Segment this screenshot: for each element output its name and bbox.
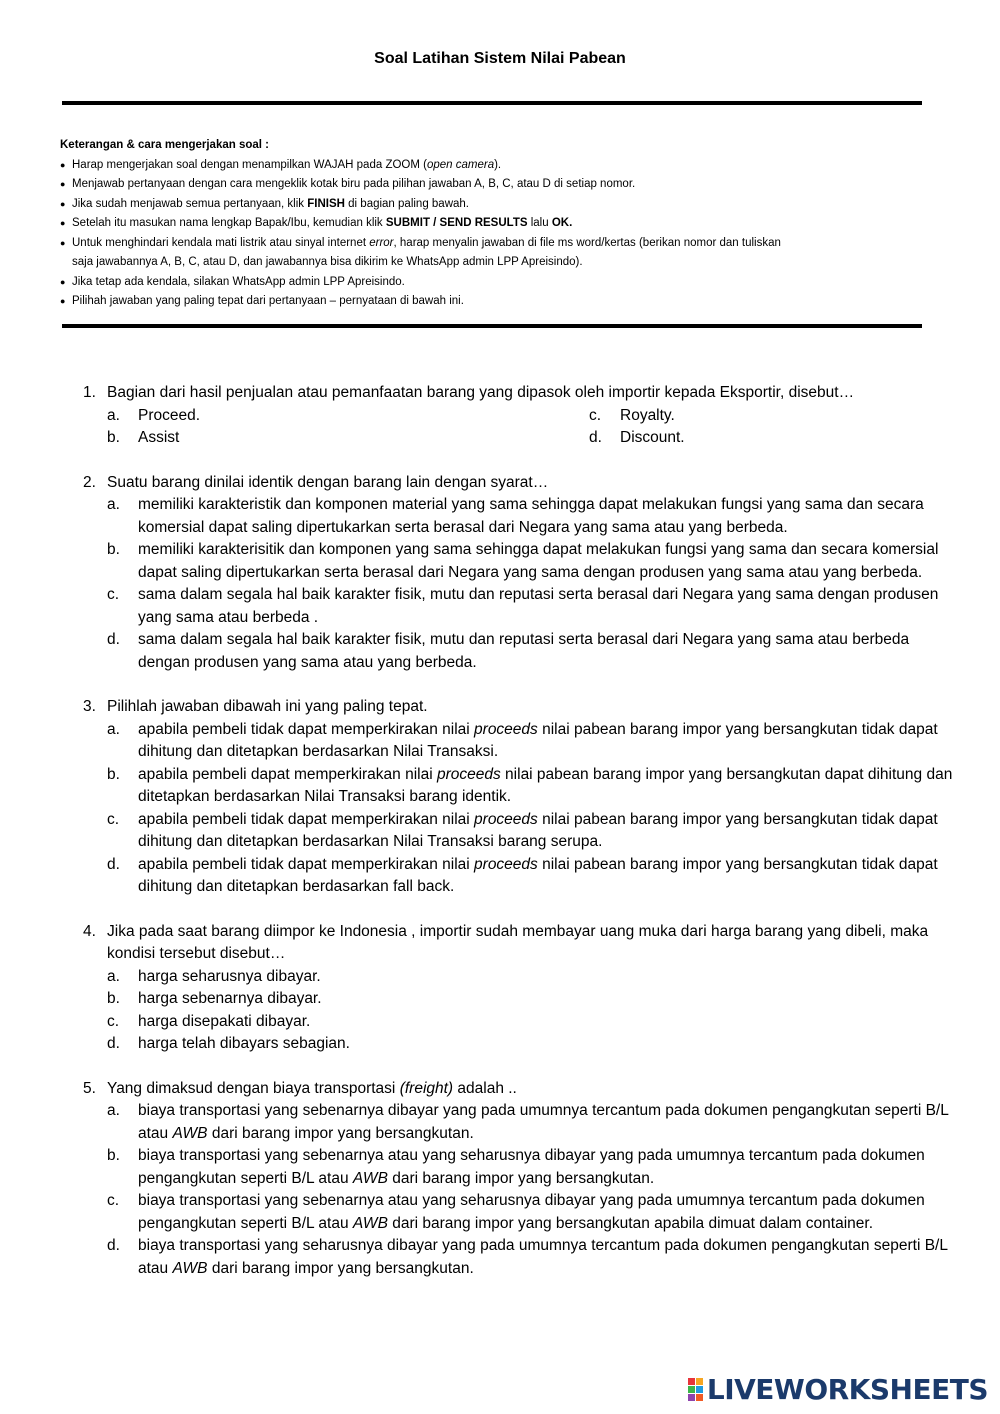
option-letter: b. (107, 429, 120, 446)
option-text: Assist (138, 429, 180, 446)
logo-block (696, 1386, 703, 1393)
option-a[interactable] (107, 719, 958, 764)
option-c[interactable] (107, 1190, 958, 1235)
option-letter: d. (107, 1237, 120, 1254)
option-text: dari barang impor yang bersangkutan. (207, 1259, 474, 1277)
instruction-text: Jika sudah menjawab semua pertanyaan, klik (72, 197, 308, 210)
instruction-text: saja jawabannya A, B, C, atau D, dan jawabannya bisa dikirim ke WhatsApp admin LPP Apreisindo). (72, 256, 583, 268)
instruction-text: Menjawab pertanyaan dengan cara mengeklik kotak biru pada pilihan jawaban A, B, C, atau D di setiap nomor. (72, 178, 636, 190)
option-letter: c. (589, 406, 602, 424)
bullet-icon: ● (60, 296, 66, 306)
bullet-icon: ● (60, 198, 66, 209)
option-text: apabila pembeli tidak dapat memperkirakan nilai (138, 855, 475, 873)
instruction-emphasis: error (369, 236, 394, 249)
option-emphasis: AWB (352, 1169, 388, 1187)
option-letter: b. (107, 765, 120, 783)
option-d[interactable] (107, 854, 958, 899)
question-4 (83, 921, 958, 1056)
option-emphasis: AWB (172, 1259, 208, 1277)
instructions-list (60, 156, 950, 312)
option-text: harga telah dibayars sebagian. (138, 1035, 350, 1052)
question-list (83, 382, 958, 1302)
bullet-icon: ● (60, 159, 66, 170)
option-text: harga disepakati dibayar. (138, 1012, 311, 1030)
option-c[interactable] (107, 809, 958, 854)
option-letter: d. (107, 631, 120, 648)
instruction-text: Jika tetap ada kendala, silakan WhatsApp admin LPP Apreisindo. (72, 275, 405, 288)
bullet-icon: ● (60, 218, 66, 228)
option-d[interactable] (107, 1033, 958, 1056)
option-text: nilai pabean barang impor yang bersangkutan tidak dapat dihitung dan ditetapkan berdasarkan Nilai Transaksi barang serupa. (138, 810, 938, 850)
option-text: harga sebenarnya dibayar. (138, 990, 322, 1007)
option-letter: b. (107, 1147, 120, 1164)
option-letter: c. (107, 1012, 120, 1030)
bottom-divider (62, 324, 922, 328)
option-text: Discount. (620, 429, 685, 446)
option-emphasis: proceeds (474, 720, 538, 738)
option-a[interactable] (107, 1100, 958, 1145)
bullet-icon: ● (60, 179, 66, 189)
logo-text: LIVEWORKSHEETS (706, 1373, 988, 1406)
instruction-text: Pilihah jawaban yang paling tepat dari pertanyaan – pernyataan di bawah ini. (72, 295, 464, 307)
logo-block (696, 1394, 703, 1401)
instruction-text: Harap mengerjakan soal dengan menampilkan WAJAH pada ZOOM ( (72, 158, 427, 171)
option-c[interactable] (107, 1011, 958, 1034)
option-letter: c. (107, 810, 120, 828)
option-letter: b. (107, 541, 120, 558)
option-c[interactable] (589, 405, 958, 428)
instruction-text: Setelah itu masukan nama lengkap Bapak/Ibu, kemudian klik (72, 217, 386, 229)
option-b[interactable] (107, 1145, 958, 1190)
option-text: sama dalam segala hal baik karakter fisik, mutu dan reputasi serta berasal dari Negara yang sama dengan produsen yang sama atau berbeda . (138, 586, 939, 626)
option-letter: c. (107, 1192, 120, 1209)
top-divider (62, 101, 922, 105)
question-number: 2. (83, 473, 96, 491)
option-text: nilai pabean barang impor yang bersangkutan dapat dihitung dan ditetapkan berdasarkan Nilai Transaksi barang identik. (138, 765, 953, 805)
instruction-text: Untuk menghindari kendala mati listrik atau sinyal internet (72, 236, 370, 249)
question-2 (83, 472, 958, 675)
instruction-text: , harap menyalin jawaban di file ms word/kertas (berikan nomor dan tuliskan (393, 236, 781, 249)
question-number: 1. (83, 384, 96, 401)
option-letter: a. (107, 720, 120, 738)
question-3 (83, 696, 958, 899)
option-text: memiliki karakterisitik dan komponen yang sama sehingga dapat melakukan fungsi yang sama dan secara komersial dapat saling dipertukarkan serta berasal dari Negara yang sama dengan produsen yang sama atau yang berbeda. (138, 541, 939, 581)
option-b[interactable] (107, 539, 958, 584)
question-text: Bagian dari hasil penjualan atau pemanfaatan barang yang dipasok oleh importir kepada Eksportir, disebut… (107, 384, 855, 401)
question-text: Pilihlah jawaban dibawah ini yang paling tepat. (107, 698, 428, 715)
question-number: 5. (83, 1079, 96, 1097)
option-letter: c. (107, 586, 120, 603)
option-letter: a. (107, 967, 120, 985)
instruction-item (60, 273, 950, 293)
option-emphasis: AWB (352, 1214, 388, 1232)
option-c[interactable] (107, 584, 958, 629)
liveworksheets-logo (688, 1373, 988, 1406)
option-text: biaya transportasi yang sebenarnya dibayar yang pada umumnya tercantum pada dokumen pengangkutan seperti B/L atau (138, 1102, 949, 1142)
question-emphasis: (freight) (399, 1079, 454, 1097)
instructions-heading: Keterangan & cara mengerjakan soal : (60, 139, 269, 151)
option-a[interactable] (107, 966, 958, 989)
option-text: biaya transportasi yang sebenarnya atau yang seharusnya dibayar yang pada umumnya tercantum pada dokumen pengangkutan seperti B/L atau (138, 1147, 925, 1187)
question-text: adalah .. (453, 1079, 517, 1097)
option-text: dari barang impor yang bersangkutan. (387, 1169, 655, 1187)
document-title: Soal Latihan Sistem Nilai Pabean (374, 50, 626, 67)
option-d[interactable] (589, 427, 958, 450)
instruction-item (60, 292, 950, 312)
instruction-text: di bagian paling bawah. (344, 197, 469, 210)
bullet-icon: ● (60, 276, 66, 287)
logo-block (696, 1378, 703, 1385)
option-text: harga seharusnya dibayar. (138, 967, 321, 985)
option-letter: b. (107, 990, 120, 1007)
option-emphasis: AWB (172, 1124, 208, 1142)
option-letter: a. (107, 496, 120, 513)
question-text: Jika pada saat barang diimpor ke Indonesia , importir sudah membayar uang muka dari harga barang yang dibeli, maka kondisi tersebut disebut… (107, 922, 929, 962)
option-text: nilai pabean barang impor yang bersangkutan tidak dapat dihitung dan ditetapkan berdasarkan Nilai Transaksi. (138, 720, 938, 760)
bullet-icon: ● (60, 237, 66, 248)
instruction-text: ). (494, 158, 502, 171)
question-1 (83, 382, 958, 450)
option-emphasis: proceeds (474, 810, 538, 828)
option-text: memiliki karakteristik dan komponen material yang sama sehingga dapat melakukan fungsi yang sama dan secara komersial dapat saling dipertukarkan serta berasal dari Negara yang sama atau yang berbeda. (138, 496, 924, 536)
option-letter: d. (107, 855, 120, 873)
option-a[interactable] (107, 494, 958, 539)
instruction-strong: OK. (551, 217, 573, 229)
option-emphasis: proceeds (474, 855, 538, 873)
logo-block (688, 1394, 695, 1401)
option-text: apabila pembeli dapat memperkirakan nilai (138, 765, 437, 783)
option-letter: a. (107, 1102, 120, 1119)
instruction-item (60, 156, 950, 176)
instruction-text: lalu (527, 217, 552, 229)
instruction-strong: FINISH (307, 197, 345, 210)
question-5 (83, 1078, 958, 1281)
option-d[interactable] (107, 1235, 958, 1280)
logo-block (688, 1378, 695, 1385)
option-text: Proceed. (138, 406, 201, 424)
question-number: 4. (83, 922, 96, 940)
option-b[interactable] (107, 988, 958, 1011)
option-text: apabila pembeli tidak dapat memperkirakan nilai (138, 810, 475, 828)
option-letter: d. (107, 1035, 120, 1052)
instruction-item (60, 195, 950, 215)
question-text: Suatu barang dinilai identik dengan barang lain dengan syarat… (107, 473, 549, 491)
option-text: dari barang impor yang bersangkutan. (207, 1124, 474, 1142)
option-a[interactable] (107, 405, 589, 428)
instruction-item (60, 214, 950, 234)
question-text: Yang dimaksud dengan biaya transportasi (107, 1079, 400, 1097)
option-d[interactable] (107, 629, 958, 674)
option-letter: d. (589, 429, 602, 446)
option-text: Royalty. (620, 406, 675, 424)
option-emphasis: proceeds (436, 765, 501, 783)
option-text: biaya transportasi yang seharusnya dibayar yang pada umumnya tercantum pada dokumen pengangkutan seperti B/L atau (138, 1237, 948, 1277)
instructions-block (60, 136, 950, 312)
option-b[interactable] (107, 427, 589, 450)
option-text: biaya transportasi yang sebenarnya atau yang seharusnya dibayar yang pada umumnya tercantum pada dokumen pengangkutan seperti B/L atau (138, 1192, 925, 1232)
instruction-strong: SUBMIT / SEND RESULTS (385, 217, 528, 229)
option-text: sama dalam segala hal baik karakter fisik, mutu dan reputasi serta berasal dari Negara yang sama atau berbeda dengan produsen yang sama atau yang berbeda. (138, 631, 910, 671)
instruction-emphasis: open camera (426, 158, 495, 171)
question-number: 3. (83, 698, 96, 715)
instruction-item (60, 175, 950, 195)
option-text: nilai pabean barang impor yang bersangkutan tidak dapat dihitung dan ditetapkan berdasarkan fall back. (138, 855, 938, 895)
option-b[interactable] (107, 764, 958, 809)
liveworksheets-logo-icon (688, 1378, 703, 1401)
option-text: dari barang impor yang bersangkutan apabila dimuat dalam container. (387, 1214, 874, 1232)
option-letter: a. (107, 406, 120, 424)
instruction-item (60, 234, 950, 273)
logo-block (688, 1386, 695, 1393)
option-text: apabila pembeli tidak dapat memperkirakan nilai (138, 720, 475, 738)
